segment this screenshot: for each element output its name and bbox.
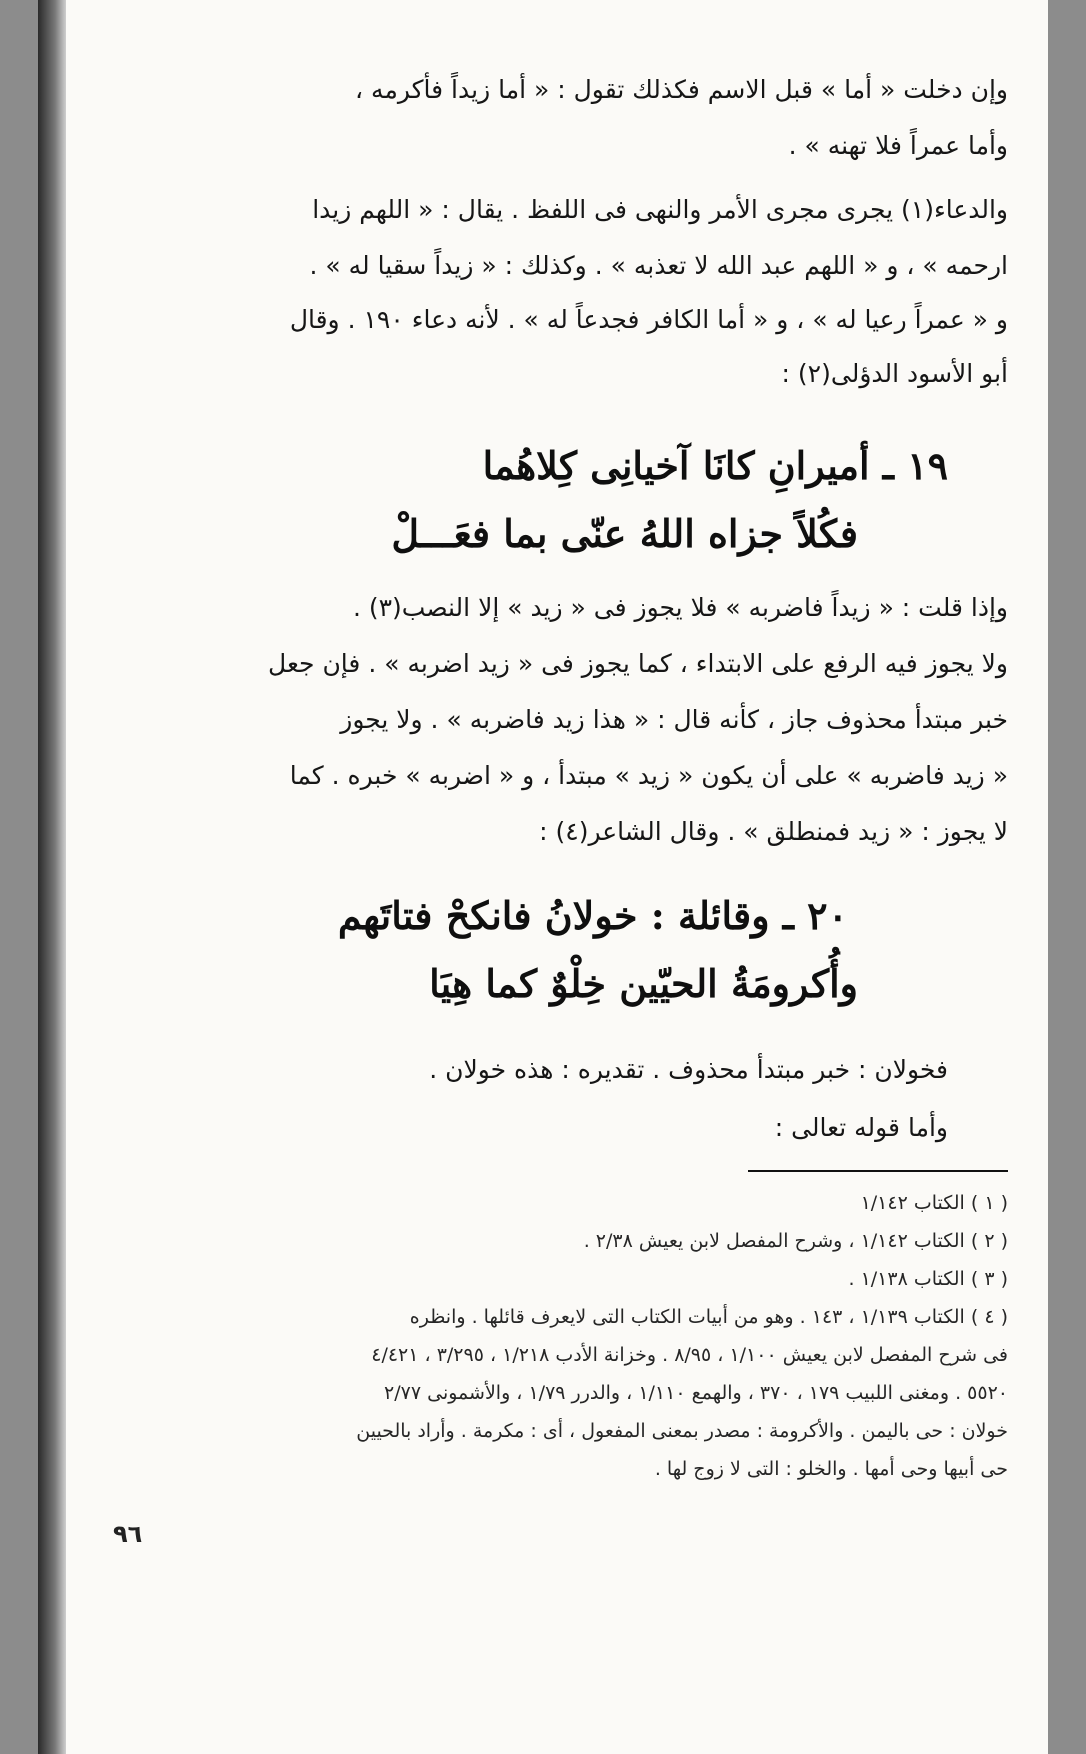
footnote-4-line-4: خولان : حى باليمن . والأكرومة : مصدر بمعنى المفعول ، أى : مكرمة . وأراد بالحيين bbox=[356, 1420, 1008, 1442]
book-page bbox=[38, 0, 1048, 1754]
verse-19-line-2: فكُلاً جزاه اللهُ عنّى بما فعَـــلْ bbox=[391, 511, 858, 556]
footnote-4-line-5: حى أبيها وحى أمها . والخلو : التى لا زوج لها . bbox=[654, 1458, 1008, 1480]
paragraph-3-line-1: وإذا قلت : « زيداً فاضربه » فلا يجوز فى « زيد » إلا النصب(٣) . bbox=[352, 593, 1008, 622]
paragraph-1-line-1: وإن دخلت « أما » قبل الاسم فكذلك تقول : « أما زيداً فأكرمه ، bbox=[355, 75, 1008, 104]
verse-20-line-1: ٢٠ ـ وقائلة : خولانُ فانكحْ فتاتَهم bbox=[337, 893, 848, 938]
paragraph-3-line-4: « زيد فاضربه » على أن يكون « زيد » مبتدأ ، و « اضربه » خبره . كما bbox=[289, 761, 1008, 790]
paragraph-3-line-3: خبر مبتدأ محذوف جاز ، كأنه قال : « هذا زيد فاضربه » . ولا يجوز bbox=[340, 705, 1008, 734]
footnote-4-line-3: ٥٥٢٠ . ومغنى اللبيب ١٧٩ ، ٣٧٠ ، والهمع ١/١١٠ ، والدرر ١/٧٩ ، والأشمونى ٢/٧٧ bbox=[384, 1382, 1008, 1404]
footnote-3: ( ٣ ) الكتاب ١/١٣٨ . bbox=[848, 1268, 1008, 1290]
footnote-4-line-2: فى شرح المفصل لابن يعيش ١/١٠٠ ، ٨/٩٥ . وخزانة الأدب ١/٢١٨ ، ٣/٢٩٥ ، ٤/٤٢١ bbox=[371, 1344, 1008, 1366]
page-number: ٩٦ bbox=[113, 1520, 143, 1548]
footnote-4-line-1: ( ٤ ) الكتاب ١/١٣٩ ، ١٤٣ . وهو من أبيات الكتاب التى لايعرف قائلها . وانظره bbox=[409, 1306, 1008, 1328]
paragraph-2-line-2: ارحمه » ، و « اللهم عبد الله لا تعذبه » . وكذلك : « زيداً سقيا له » . bbox=[309, 251, 1008, 280]
paragraph-3-line-5: لا يجوز : « زيد فمنطلق » . وقال الشاعر(٤) : bbox=[539, 817, 1008, 846]
paragraph-4-line-2: وأما قوله تعالى : bbox=[774, 1113, 948, 1142]
paragraph-2-line-3: و « عمراً رعيا له » ، و « أما الكافر فجدعاً له » . لأنه دعاء ١٩٠ . وقال bbox=[289, 305, 1008, 334]
book-spine-shadow bbox=[38, 0, 66, 1754]
paragraph-4-line-1: فخولان : خبر مبتدأ محذوف . تقديره : هذه خولان . bbox=[429, 1055, 948, 1084]
footnote-1: ( ١ ) الكتاب ١/١٤٢ bbox=[860, 1192, 1008, 1214]
paragraph-3-line-2: ولا يجوز فيه الرفع على الابتداء ، كما يجوز فى « زيد اضربه » . فإن جعل bbox=[268, 649, 1008, 678]
paragraph-1-line-2: وأما عمراً فلا تهنه » . bbox=[788, 131, 1008, 160]
paragraph-2-line-4: أبو الأسود الدؤلى(٢) : bbox=[781, 359, 1008, 388]
footnote-2: ( ٢ ) الكتاب ١/١٤٢ ، وشرح المفصل لابن يعيش ٢/٣٨ . bbox=[583, 1230, 1008, 1252]
verse-20-line-2: وأُكرومَةُ الحيّين خِلْوٌ كما هِيَا bbox=[429, 961, 858, 1006]
footnote-separator bbox=[748, 1170, 1008, 1172]
paragraph-2-line-1: والدعاء(١) يجرى مجرى الأمر والنهى فى اللفظ . يقال : « اللهم زيدا bbox=[312, 195, 1008, 224]
verse-19-line-1: ١٩ ـ أميرانِ كانَا آخيانِى كِلاهُما bbox=[482, 443, 948, 488]
